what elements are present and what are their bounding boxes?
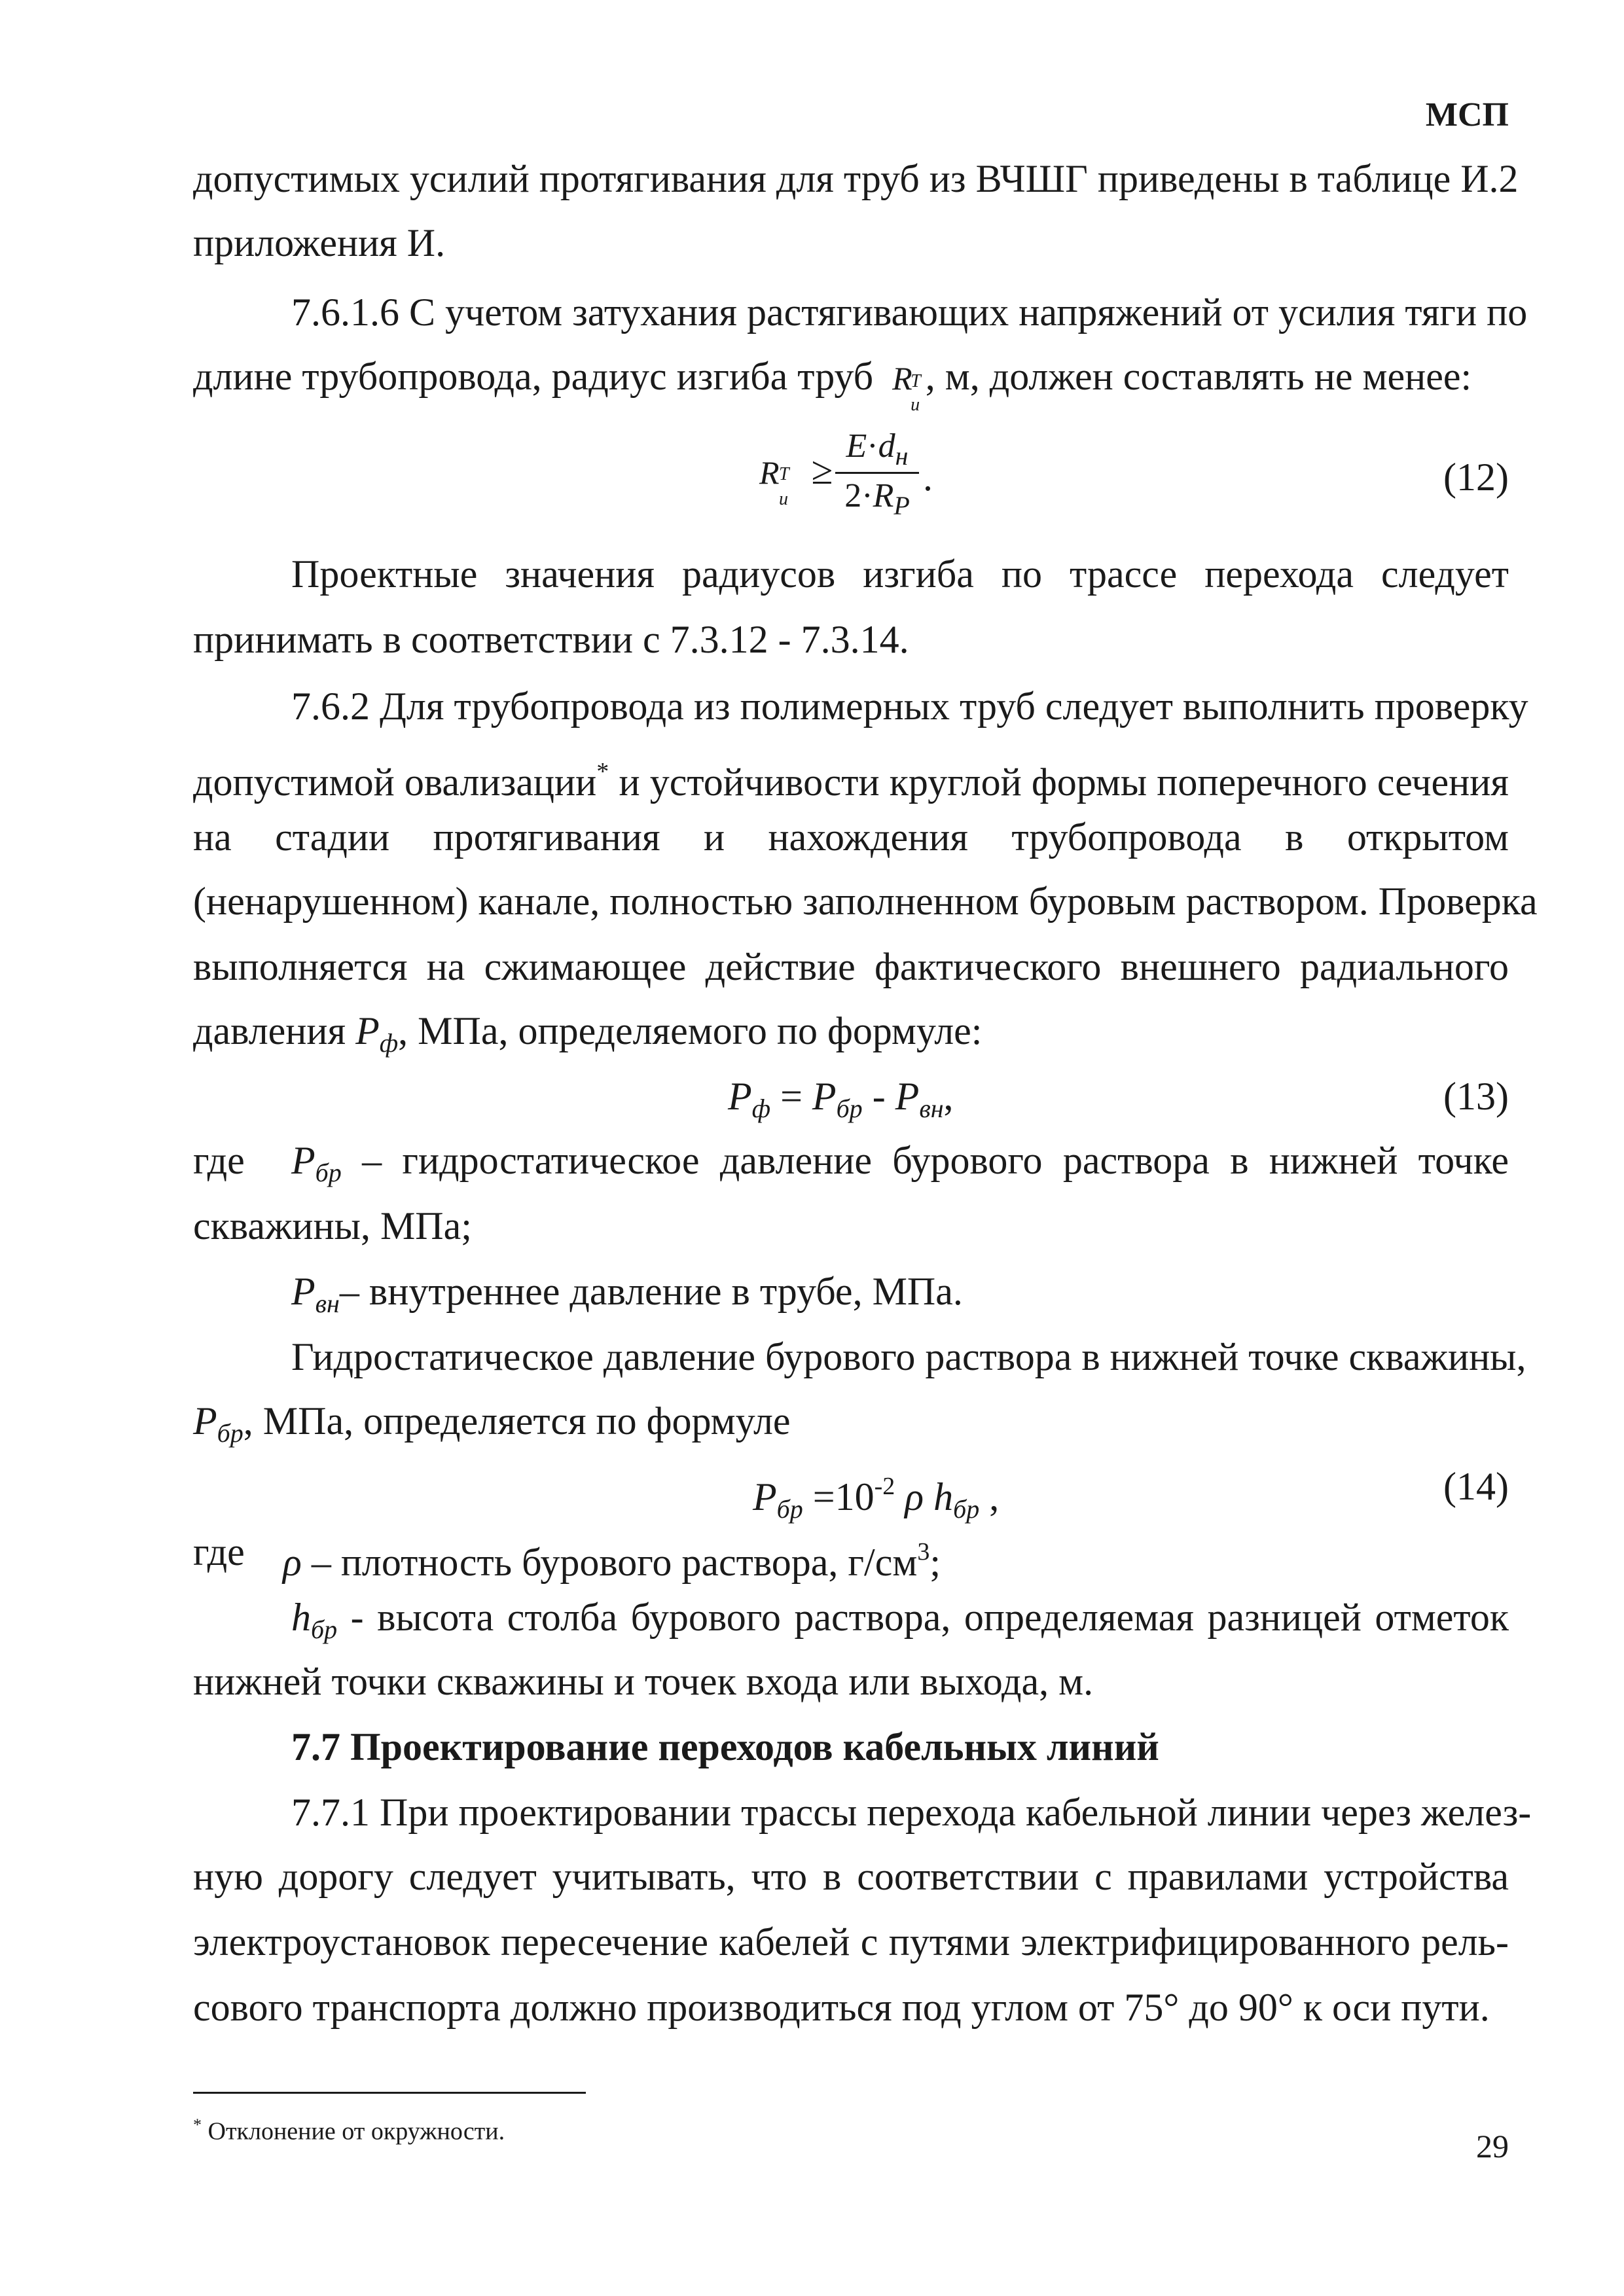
text-line-pressure: давления $P_ф$, МПа, определяемого по формуле: <box>193 1009 983 1058</box>
symbol-p-phi: $P_ф$ <box>355 1009 399 1058</box>
text-line: (ненарушенном) канале, полностью заполненном буровым раствором. Проверка <box>193 880 1538 923</box>
footnote-divider <box>193 2092 586 2094</box>
geq-sign: ≥ <box>811 449 833 492</box>
fraction-numerator: $E\cdot d_н$ <box>846 427 909 471</box>
text-line: допустимых усилий протягивания для труб из ВЧШГ приведены в таблице И.2 <box>193 157 1519 200</box>
fraction-denominator: $2\cdot R_P$ <box>844 477 910 520</box>
formula-period: . <box>923 456 933 499</box>
text-line: 7.7.1 При проектировании трассы перехода кабельной линии через желез- <box>291 1791 1532 1834</box>
text-line-rho-def: ρ – плотность бурового раствора, $г/см^3$; <box>283 1538 941 1584</box>
text-fragment: , м, должен составлять не менее: <box>925 355 1472 398</box>
text-line-pbr-def: $P_{бр}$ – гидростатическое давление бурового раствора в нижней точке <box>291 1139 1509 1187</box>
text-line: 7.6.1.6 С учетом затухания растягивающих напряжений от усилия тяги по <box>291 291 1528 334</box>
equation-number-14: (14) <box>1443 1465 1509 1508</box>
text-line: скважины, МПа; <box>193 1204 472 1247</box>
text-line: приложения И. <box>193 221 446 264</box>
footnote-mark: * <box>596 758 609 785</box>
text-fragment: длине трубопровода, радиус изгиба труб <box>193 355 874 398</box>
equation-number-13: (13) <box>1443 1075 1509 1118</box>
text-line-where: где <box>193 1139 245 1182</box>
symbol-r-and: R T и <box>892 360 921 415</box>
text-line: Проектные значения радиусов изгиба по трассе перехода следует <box>291 552 1509 596</box>
text-line-pvn-def: $P_{вн}-$ внутреннее давление в трубе, МПа. <box>291 1270 963 1318</box>
formula-14: $P_{бр} =10^{-2}$ ρ $h_{бр}$ , <box>753 1473 1000 1524</box>
equation-number-12: (12) <box>1443 456 1509 499</box>
formula-12 <box>759 445 833 509</box>
document-code: МСП <box>1425 96 1509 134</box>
text-line-ovalization: допустимой овализации* и устойчивости круглой формы поперечного сечения <box>193 758 1509 804</box>
text-line-pbr: $P_{бр}$, МПа, определяется по формуле <box>193 1399 791 1448</box>
text-line: нижней точки скважины и точек входа или выхода, м. <box>193 1660 1094 1703</box>
symbol-r-and: R T и <box>759 454 789 509</box>
text-line: ную дорогу следует учитывать, что в соответствии с правилами устройства <box>193 1855 1509 1898</box>
formula-13: $P_ф = P_{бр} - P_{вн}$, <box>728 1075 954 1123</box>
text-line-radius <box>193 351 1509 415</box>
text-line-where: где <box>193 1530 245 1573</box>
text-line-hbr-def: $h_{бр}$ - высота столба бурового раствора, определяемая разницей отметок <box>291 1596 1509 1644</box>
text-line: выполняется на сжимающее действие фактического внешнего радиального <box>193 945 1509 988</box>
page-number: 29 <box>1476 2128 1509 2164</box>
section-heading: 7.7 Проектирование переходов кабельных линий <box>291 1725 1159 1768</box>
text-line: сового транспорта должно производиться под углом от 75° до 90° к оси пути. <box>193 1986 1490 2029</box>
fraction-bar <box>835 472 919 474</box>
text-line: Гидростатическое давление бурового раствора в нижней точке скважины, <box>291 1335 1526 1378</box>
text-line: 7.6.2 Для трубопровода из полимерных труб следует выполнить проверку <box>291 685 1528 728</box>
text-line: электроустановок пересечение кабелей с путями электрифицированного рель- <box>193 1920 1509 1964</box>
text-line: на стадии протягивания и нахождения трубопровода в открытом <box>193 816 1509 859</box>
text-line: принимать в соответствии с 7.3.12 - 7.3.14. <box>193 618 909 661</box>
footnote: * Отклонение от окружности. <box>193 2115 505 2145</box>
